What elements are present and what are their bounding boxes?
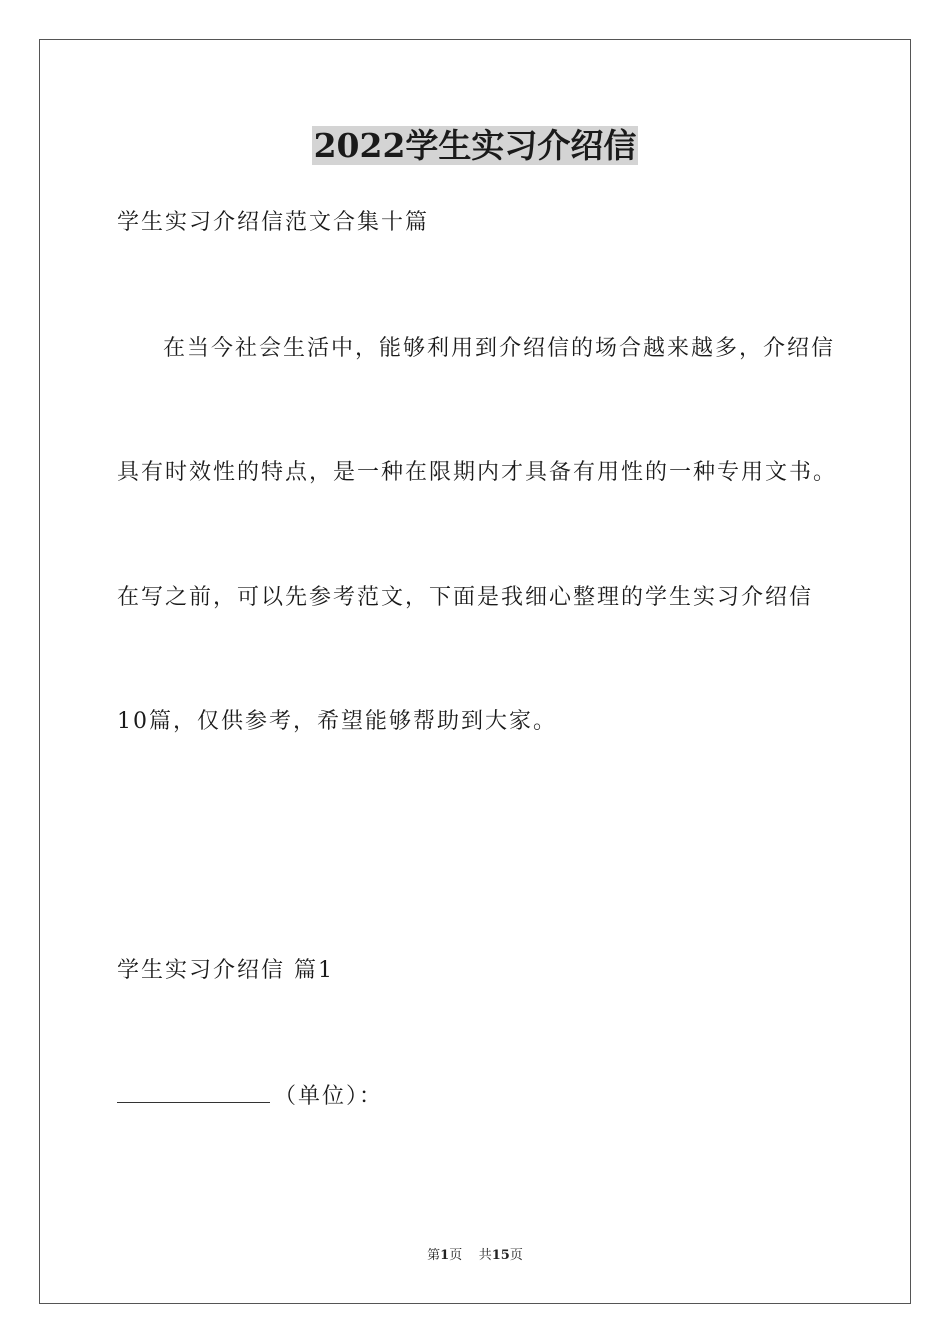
document-title — [0, 122, 950, 170]
footer-page-prefix: 第 — [427, 1248, 441, 1263]
addressee-blank — [117, 1080, 270, 1103]
page-footer — [0, 1246, 950, 1266]
footer-page-number: 1 — [440, 1248, 450, 1263]
footer-page-suffix: 页 — [449, 1248, 463, 1263]
document-subtitle: 学生实习介绍信范文合集十篇 — [117, 210, 430, 235]
footer-total-suffix: 页 — [509, 1248, 523, 1263]
footer-total-prefix: 共 — [478, 1248, 492, 1263]
intro-paragraph-line-1: 在当今社会生活中，能够利用到介绍信的场合越来越多，介绍信 — [163, 336, 836, 361]
footer-total-pages: 15 — [491, 1248, 510, 1263]
document-title-text: 2022学生实习介绍信 — [313, 126, 637, 165]
intro-paragraph-line-4: 10篇，仅供参考，希望能够帮助到大家。 — [117, 709, 557, 734]
intro-paragraph-line-3: 在写之前，可以先参考范文，下面是我细心整理的学生实习介绍信 — [117, 585, 814, 610]
section-heading: 学生实习介绍信 篇1 — [117, 958, 334, 983]
addressee-line — [117, 1080, 383, 1112]
addressee-suffix: （单位）： — [274, 1084, 384, 1109]
intro-paragraph-line-2: 具有时效性的特点，是一种在限期内才具备有用性的一种专用文书。 — [117, 460, 838, 485]
